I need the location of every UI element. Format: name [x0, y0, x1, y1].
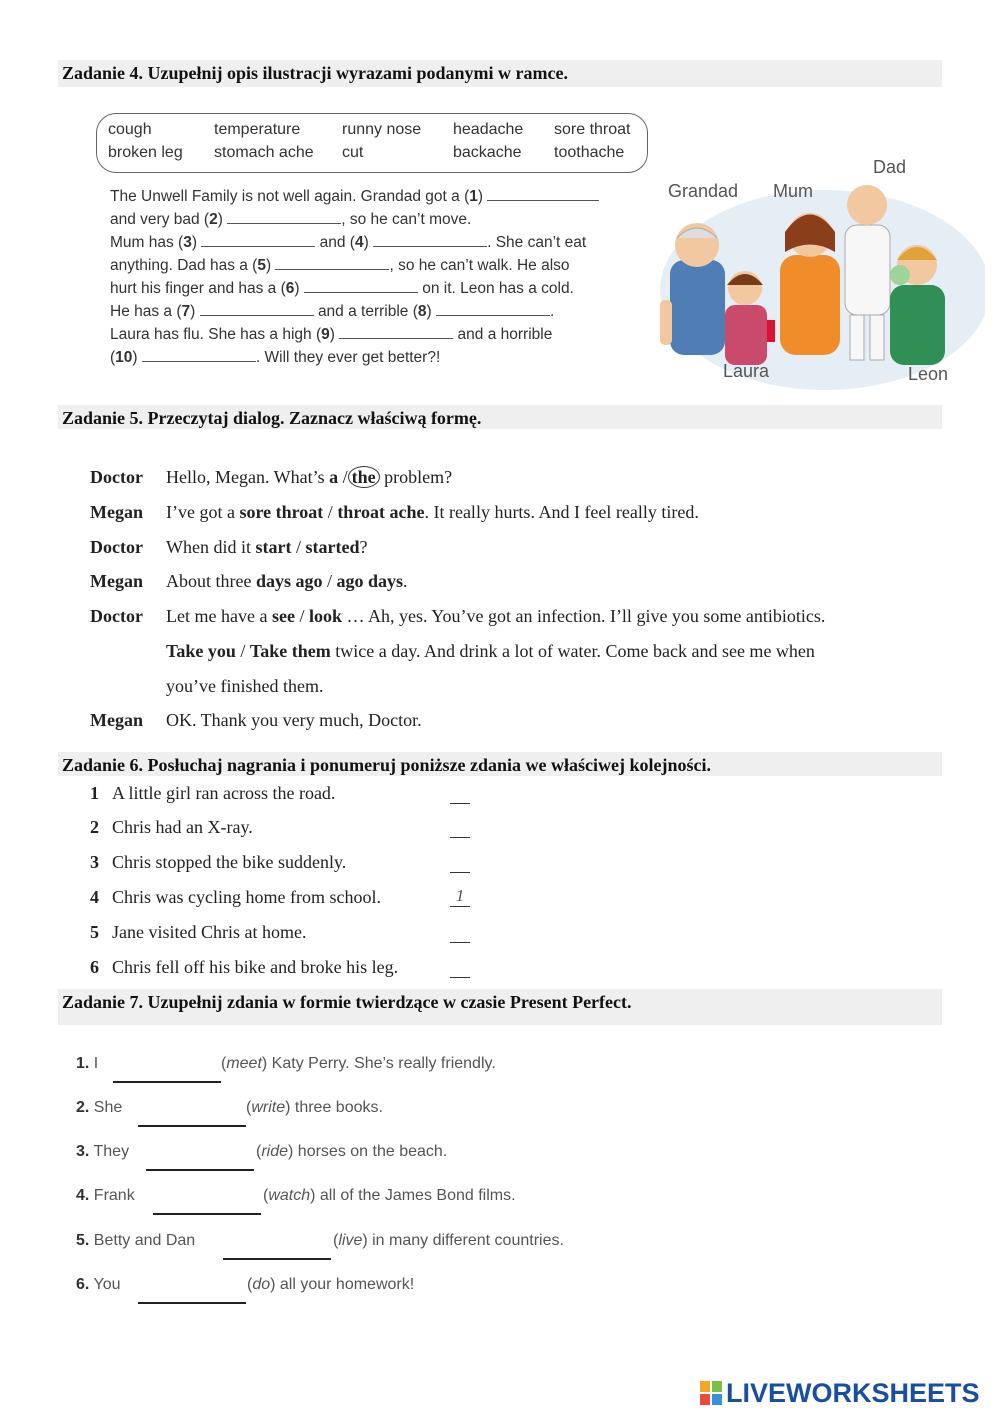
order-answer[interactable]: 1 [450, 886, 470, 907]
answer-line[interactable] [138, 1301, 246, 1304]
sentence-item: 2. She [76, 1099, 123, 1116]
sentence-item: 5. Betty and Dan [76, 1232, 196, 1249]
word: toothache [554, 144, 625, 161]
label-laura: Laura [723, 361, 770, 381]
sentence-item: 4. Frank [76, 1187, 135, 1204]
order-answer[interactable] [450, 817, 470, 838]
blank-4[interactable] [373, 234, 487, 247]
dialog-line: Doctor Let me have a see / look … Ah, yes. You’ve got an infection. I’ll give you some antibiotics. [90, 606, 826, 626]
choice-option[interactable]: started [305, 537, 360, 557]
task6-heading: Zadanie 6. Posłuchaj nagrania i ponumeruj poniższe zdania we właściwej kolejności. [58, 752, 942, 776]
choice-option[interactable]: sore throat [239, 502, 324, 522]
word: broken leg [108, 144, 183, 161]
dialog-line: Megan I’ve got a sore throat / throat ache. It really hurts. And I feel really tired. [90, 502, 699, 522]
blank-10[interactable] [142, 349, 256, 362]
order-item: 3 Chris stopped the bike suddenly. [90, 852, 347, 872]
liveworksheets-brand: LIVEWORKSHEETS [726, 1378, 980, 1408]
choice-option[interactable]: ago days [336, 571, 404, 591]
sentence-item: 1. I [76, 1055, 99, 1072]
task5-heading: Zadanie 5. Przeczytaj dialog. Zaznacz właściwą formę. [58, 405, 942, 429]
word: cut [342, 144, 364, 161]
sentence-item: 3. They [76, 1143, 130, 1160]
blank-7[interactable] [200, 303, 314, 316]
verb-hint: (meet) Katy Perry. She’s really friendly. [221, 1055, 496, 1072]
label-mum: Mum [773, 181, 813, 201]
answer-line[interactable] [138, 1124, 246, 1127]
dialog-continuation: Take you / Take them twice a day. And drink a lot of water. Come back and see me when [166, 641, 815, 661]
order-item: 1 A little girl ran across the road. [90, 783, 336, 803]
order-item: 4 Chris was cycling home from school. [90, 887, 381, 907]
choice-the[interactable]: the [348, 466, 380, 488]
answer-line[interactable] [113, 1080, 221, 1083]
leon-figure [890, 245, 945, 365]
dialog-line: Megan About three days ago / ago days. [90, 571, 408, 591]
dialog-continuation: you’ve finished them. [166, 676, 324, 696]
dialog-line: Doctor Hello, Megan. What’s a / the problem? [90, 467, 453, 487]
task7-heading: Zadanie 7. Uzupełnij zdania w formie twierdzące w czasie Present Perfect. [58, 989, 942, 1025]
word: temperature [214, 121, 301, 138]
answer-line[interactable] [153, 1212, 261, 1215]
choice-a[interactable]: a [329, 467, 339, 487]
choice-option[interactable]: see [271, 606, 295, 626]
blank-2[interactable] [227, 211, 341, 224]
label-dad: Dad [873, 157, 907, 177]
order-answer[interactable] [450, 852, 470, 873]
word: runny nose [342, 121, 422, 138]
choice-option[interactable]: look [308, 606, 342, 626]
word: sore throat [554, 121, 631, 138]
blank-9[interactable] [339, 326, 453, 339]
blank-1[interactable] [487, 188, 599, 201]
order-answer[interactable] [450, 783, 470, 804]
order-item: 5 Jane visited Chris at home. [90, 922, 307, 942]
choice-option[interactable]: start [255, 537, 292, 557]
order-item: 6 Chris fell off his bike and broke his leg. [90, 957, 399, 977]
blank-6[interactable] [304, 280, 418, 293]
sentence-item: 6. You [76, 1276, 121, 1293]
choice-option[interactable]: Take them [249, 641, 331, 661]
answer-line[interactable] [146, 1168, 254, 1171]
dialog-line: Megan OK. Thank you very much, Doctor. [90, 710, 422, 730]
blank-3[interactable] [201, 234, 315, 247]
verb-hint: (live) in many different countries. [333, 1232, 564, 1249]
task4-heading: Zadanie 4. Uzupełnij opis ilustracji wyrazami podanymi w ramce. [58, 60, 942, 87]
blank-5[interactable] [275, 257, 389, 270]
verb-hint: (do) all your homework! [247, 1276, 415, 1293]
order-item: 2 Chris had an X-ray. [90, 817, 253, 837]
word: cough [108, 121, 152, 138]
liveworksheets-logo-icon [700, 1381, 722, 1405]
verb-hint: (ride) horses on the beach. [256, 1143, 448, 1160]
verb-hint: (watch) all of the James Bond films. [263, 1187, 516, 1204]
choice-option[interactable]: days ago [255, 571, 323, 591]
blank-8[interactable] [436, 303, 550, 316]
order-answer[interactable] [450, 922, 470, 943]
dialog-line: Doctor When did it start / started? [90, 537, 368, 557]
word: stomach ache [214, 144, 314, 161]
word: backache [453, 144, 522, 161]
label-grandad: Grandad [668, 181, 739, 201]
choice-option[interactable]: throat ache [337, 502, 425, 522]
order-answer[interactable] [450, 957, 470, 978]
family-description: The Unwell Family is not well again. Grandad got a (1) and very bad (2) , so he can’t move. Mum has (3) and (4) . She can’t eat anything. Dad has a (5) , so he can’t walk. He also hurt his finger and has a (6) on it. Leon has a cold. He has a (7) and a terrible (8) . Laura has flu. She has a high (9) and a horrible (10) . Will they ever get better?! [110, 185, 655, 369]
label-leon: Leon [908, 364, 949, 384]
word: headache [453, 121, 524, 138]
choice-option[interactable]: Take you [166, 641, 236, 661]
mum-figure [780, 213, 840, 355]
verb-hint: (write) three books. [246, 1099, 383, 1116]
answer-line[interactable] [223, 1257, 331, 1260]
